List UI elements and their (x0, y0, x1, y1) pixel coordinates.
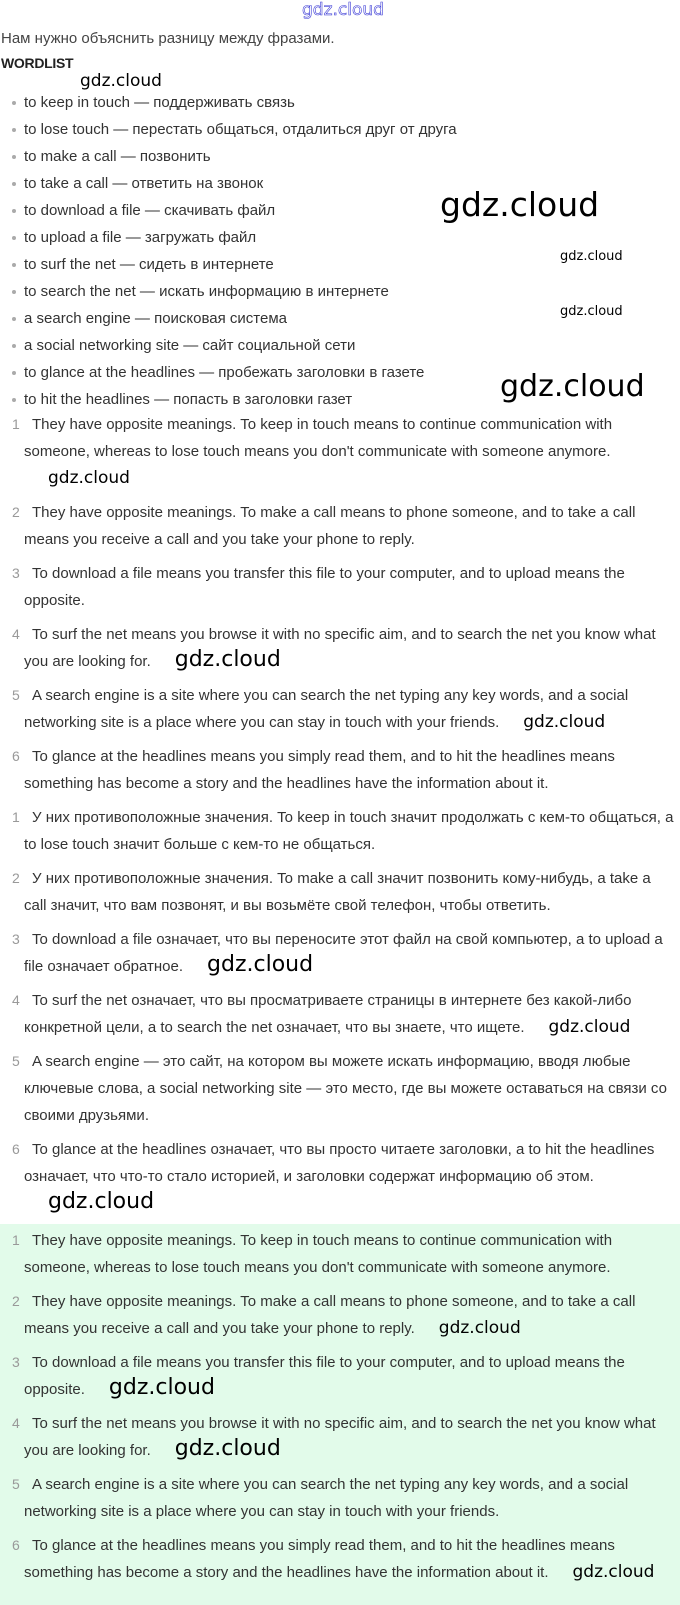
answer-ru-item (0, 1048, 680, 1129)
answers-en-section (0, 411, 680, 797)
item-text: A search engine — это сайт, на котором вы можете искать информацию, вводя любые ключевые слова, а social networking site — это место, где вы можете оставаться на связи со своими друзьями. (24, 1053, 667, 1124)
item-text: They have opposite meanings. To keep in touch means to continue communication with someone, whereas to lose touch means you don't communicate with someone anymore. (24, 416, 613, 460)
item-text: To glance at the headlines means you simply read them, and to hit the headlines means something has become a story and the headlines have the information about it. (24, 748, 615, 792)
answer-en-highlighted-item (0, 1532, 680, 1586)
watermark: gdz.cloud (174, 1436, 281, 1461)
intro-text: Нам нужно объяснить разницу между фразами. (1, 30, 335, 47)
item-text: They have opposite meanings. To make a call means to phone someone, and to take a call means you receive a call and you take your phone to reply. (24, 504, 636, 548)
item-text: They have opposite meanings. To make a call means to phone someone, and to take a call means you receive a call and you take your phone to reply. (24, 1293, 636, 1337)
item-number: 4 (12, 992, 20, 1008)
wordlist-item: a search engine — поисковая система (12, 308, 457, 335)
item-text: У них противоположные значения. To make a call значит позвонить кому-нибудь, а take a call значит, что вам позвонят, и вы возьмёте свой телефон, чтобы ответить. (24, 870, 651, 914)
bullet-icon (12, 155, 16, 159)
bullet-icon (12, 344, 16, 348)
bullet-icon (12, 236, 16, 240)
item-text: To surf the net means you browse it with no specific aim, and to search the net you know what you are looking for. (24, 1415, 656, 1459)
watermark: gdz.cloud (560, 304, 623, 319)
bullet-icon (12, 101, 16, 105)
watermark: gdz.cloud (108, 1375, 215, 1400)
bullet-icon (12, 209, 16, 213)
wordlist-item: to upload a file — загружать файл (12, 227, 457, 254)
wordlist-item: a social networking site — сайт социальной сети (12, 335, 457, 362)
answer-ru-item (0, 865, 680, 919)
wordlist-item: to make a call — позвонить (12, 146, 457, 173)
item-text: A search engine is a site where you can search the net typing any key words, and a social networking site is a place where you can stay in touch with your friends. (24, 1476, 629, 1520)
answer-en-highlighted-item (0, 1227, 680, 1281)
answers-ru-section (0, 804, 680, 1217)
item-number: 5 (12, 687, 20, 703)
highlighted-answer-block (0, 1224, 680, 1605)
watermark: gdz.cloud (523, 712, 606, 732)
watermark: gdz.cloud (80, 71, 162, 91)
watermark: gdz.cloud (440, 185, 600, 224)
watermark: gdz.cloud (572, 1562, 655, 1582)
answer-en-item (0, 682, 680, 736)
bullet-icon (12, 290, 16, 294)
item-text: To download a file означает, что вы переносите этот файл на свой компьютер, а to upload a file означает обратное. (24, 931, 663, 975)
watermark: gdz.cloud (560, 249, 623, 264)
answer-ru-item (0, 1136, 680, 1217)
wordlist-heading: WORDLIST (1, 55, 74, 71)
item-text: To surf the net means you browse it with no specific aim, and to search the net you know what you are looking for. (24, 626, 656, 670)
watermark: gdz.cloud (48, 1189, 155, 1214)
item-number: 5 (12, 1476, 20, 1492)
item-number: 5 (12, 1053, 20, 1069)
answer-en-highlighted-item (0, 1288, 680, 1342)
wordlist-item: to glance at the headlines — пробежать заголовки в газете (12, 362, 457, 389)
item-number: 4 (12, 1415, 20, 1431)
answers (0, 411, 680, 1605)
watermark: gdz.cloud (438, 1318, 521, 1338)
item-text: They have opposite meanings. To keep in touch means to continue communication with someone, whereas to lose touch means you don't communicate with someone anymore. (24, 1232, 613, 1276)
wordlist-item: to hit the headlines — попасть в заголовки газет (12, 389, 457, 416)
item-number: 3 (12, 1354, 20, 1370)
wordlist-item: to search the net — искать информацию в интернете (12, 281, 457, 308)
wordlist-item: to lose touch — перестать общаться, отдалиться друг от друга (12, 119, 457, 146)
item-number: 6 (12, 1141, 20, 1157)
watermark: gdz.cloud (48, 468, 130, 488)
item-number: 3 (12, 931, 20, 947)
item-number: 2 (12, 504, 20, 520)
watermark-logo: gdz.cloud (302, 0, 384, 20)
watermark: gdz.cloud (500, 369, 645, 404)
item-number: 4 (12, 626, 20, 642)
answer-en-item (0, 621, 680, 675)
item-text: A search engine is a site where you can search the net typing any key words, and a social networking site is a place where you can stay in touch with your friends. (24, 687, 629, 731)
answer-en-item (0, 411, 680, 492)
wordlist-item: to keep in touch — поддерживать связь (12, 92, 457, 119)
wordlist-item: to surf the net — сидеть в интернете (12, 254, 457, 281)
wordlist-item: to download a file — скачивать файл (12, 200, 457, 227)
item-text: To glance at the headlines means you simply read them, and to hit the headlines means something has become a story and the headlines have the information about it. (24, 1537, 615, 1581)
bullet-icon (12, 371, 16, 375)
wordlist-item: to take a call — ответить на звонок (12, 173, 457, 200)
item-number: 1 (12, 1232, 20, 1248)
answer-ru-item (0, 804, 680, 858)
item-text: To download a file means you transfer this file to your computer, and to upload means the opposite. (24, 1354, 625, 1398)
watermark: gdz.cloud (174, 647, 281, 672)
item-number: 2 (12, 870, 20, 886)
answer-en-item (0, 560, 680, 614)
answer-en-highlighted-item (0, 1471, 680, 1525)
item-number: 1 (12, 809, 20, 825)
item-number: 3 (12, 565, 20, 581)
bullet-icon (12, 398, 16, 402)
item-text: To download a file means you transfer this file to your computer, and to upload means the opposite. (24, 565, 625, 609)
bullet-icon (12, 263, 16, 267)
bullet-icon (12, 182, 16, 186)
wordlist (12, 92, 457, 416)
watermark: gdz.cloud (207, 952, 314, 977)
answer-en-item (0, 743, 680, 797)
answer-ru-item (0, 926, 680, 980)
item-number: 1 (12, 416, 20, 432)
item-text: У них противоположные значения. To keep in touch значит продолжать с кем-то общаться, а to lose touch значит больше с кем-то не общаться. (24, 809, 674, 853)
answer-en-item (0, 499, 680, 553)
item-text: To surf the net означает, что вы просматриваете страницы в интернете без какой-либо конкретной цели, а to search the net означает, что вы знаете, что ищете. (24, 992, 632, 1036)
answer-en-highlighted-item (0, 1410, 680, 1464)
answer-en-highlighted-item (0, 1349, 680, 1403)
item-number: 6 (12, 1537, 20, 1553)
bullet-icon (12, 128, 16, 132)
watermark: gdz.cloud (548, 1017, 631, 1037)
item-number: 2 (12, 1293, 20, 1309)
item-text: To glance at the headlines означает, что вы просто читаете заголовки, а to hit the headlines означает, что что-то стало историей, и заголовки содержат информацию об этом. (24, 1141, 655, 1185)
bullet-icon (12, 317, 16, 321)
answer-ru-item (0, 987, 680, 1041)
item-number: 6 (12, 748, 20, 764)
